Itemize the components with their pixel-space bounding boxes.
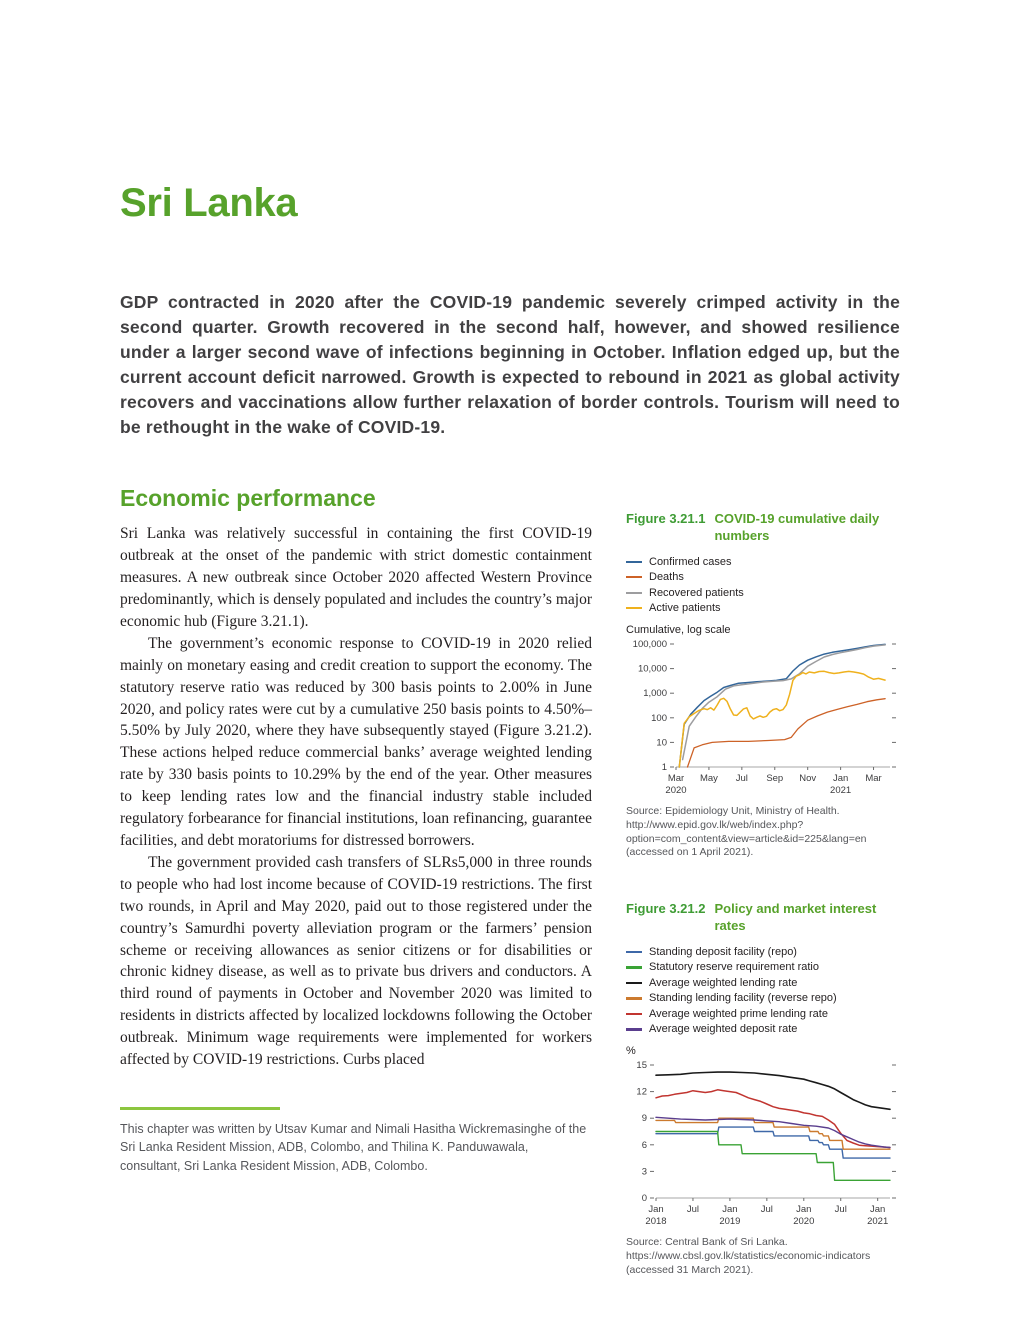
- svg-text:Jul: Jul: [686, 1204, 700, 1216]
- svg-text:1,000: 1,000: [643, 688, 667, 700]
- legend-line-swatch: [626, 561, 642, 563]
- figure-legend: [626, 944, 900, 1037]
- legend-line-swatch: [626, 982, 642, 984]
- legend-item: [626, 570, 900, 586]
- legend-label: Confirmed cases: [649, 555, 732, 568]
- axis-unit-label: %: [626, 1045, 636, 1058]
- svg-text:Jul: Jul: [760, 1204, 773, 1216]
- svg-text:Mar: Mar: [667, 773, 685, 784]
- body-paragraph-2: The government’s economic response to COVID-19 in 2020 relied mainly on monetary easing and credit creation to support the economy. The statutory reserve ratio was reduced by 300 basis points to 2.00% in June 2020, and policy rates were cut by a cumulative 250 basis points to 4.50%–5.50% by July 2020, where they have subsequently stayed (Figure 3.21.2). These actions helped reduce commercial banks’ average weighted lending rate by 330 basis points to 10.29% by the end of the year. Other measures to keep lending rates low and the financial industry stable included regulatory forbearance for financial institutions, loan refinancing, guarantee facilities, and debt moratoriums for distressed borrowers.: [120, 634, 592, 849]
- section-heading: Economic performance: [120, 485, 376, 511]
- axis-unit-label: Cumulative, log scale: [626, 624, 731, 636]
- svg-text:100: 100: [651, 712, 667, 724]
- text-column: [120, 486, 592, 1278]
- svg-text:Mar: Mar: [865, 773, 882, 784]
- legend-line-swatch: [626, 592, 642, 594]
- svg-text:9: 9: [641, 1113, 647, 1125]
- svg-text:0: 0: [641, 1193, 647, 1205]
- legend-item: [626, 554, 900, 570]
- svg-text:12: 12: [636, 1086, 647, 1098]
- svg-text:2019: 2019: [719, 1216, 741, 1228]
- legend-line-swatch: [626, 576, 642, 578]
- svg-text:100,000: 100,000: [632, 639, 667, 650]
- svg-text:2020: 2020: [793, 1216, 815, 1228]
- body-paragraph-1: Sri Lanka was relatively successful in containing the first COVID-19 outbreak at the onset of the pandemic with strict domestic containment measures. A new outbreak since October 2020 affected Western Province predominantly, which is densely populated and includes the country’s major economic hub (Figure 3.21.1).: [120, 525, 592, 630]
- svg-text:Jan: Jan: [722, 1204, 738, 1216]
- figure-covid-numbers: [626, 510, 900, 860]
- two-column-layout: [120, 486, 900, 1278]
- legend-label: Recovered patients: [649, 586, 744, 599]
- figure-header: [626, 900, 900, 934]
- legend-line-swatch: [626, 607, 642, 609]
- chapter-footnote: This chapter was written by Utsav Kumar and Nimali Hasitha Wickremasinghe of the Sri Lanka Resident Mission, ADB, Colombo, and Thilina K. Panduwawala, consultant, Sri Lanka Resident Mission, ADB, Colombo.: [120, 1121, 587, 1173]
- figure-title: COVID-19 cumulative daily numbers: [714, 511, 880, 543]
- legend-label: Average weighted lending rate: [649, 976, 798, 989]
- legend-label: Average weighted prime lending rate: [649, 1007, 828, 1020]
- svg-text:Sep: Sep: [766, 773, 784, 784]
- legend-item: [626, 960, 900, 976]
- svg-text:Jan: Jan: [796, 1204, 812, 1216]
- svg-text:2021: 2021: [830, 785, 852, 796]
- legend-item: [626, 944, 900, 960]
- legend-line-swatch: [626, 966, 642, 968]
- legend-item: [626, 585, 900, 601]
- legend-label: Deaths: [649, 571, 684, 584]
- figures-column: [626, 486, 900, 1278]
- legend-label: Standing deposit facility (repo): [649, 945, 797, 958]
- svg-text:2021: 2021: [867, 1216, 889, 1228]
- svg-text:10,000: 10,000: [637, 663, 667, 675]
- interest-rates-line-chart: [626, 1060, 900, 1228]
- svg-text:Jan: Jan: [832, 773, 849, 784]
- svg-text:2018: 2018: [645, 1216, 667, 1228]
- svg-text:Jul: Jul: [834, 1204, 847, 1216]
- figure-source: Source: Epidemiology Unit, Ministry of Health. http://www.epid.gov.lk/web/index.php?option=com_content&view=article&id=225&lang=en (accessed on 1 April 2021).: [626, 805, 867, 859]
- legend-item: [626, 1006, 900, 1022]
- legend-line-swatch: [626, 1028, 642, 1030]
- footnote-divider: [120, 1107, 280, 1110]
- legend-label: Average weighted deposit rate: [649, 1023, 798, 1036]
- figure-interest-rates: [626, 900, 900, 1277]
- legend-line-swatch: [626, 997, 642, 999]
- covid-line-chart: [626, 639, 900, 797]
- svg-text:3: 3: [641, 1166, 647, 1178]
- figure-title: Policy and market interest rates: [714, 901, 877, 934]
- svg-text:1: 1: [661, 762, 667, 773]
- figure-label: Figure 3.21.1: [626, 511, 706, 526]
- figure-legend: [626, 554, 900, 616]
- legend-label: Active patients: [649, 602, 721, 615]
- legend-line-swatch: [626, 951, 642, 953]
- legend-item: [626, 601, 900, 617]
- svg-text:6: 6: [641, 1139, 647, 1151]
- legend-line-swatch: [626, 1013, 642, 1015]
- legend-item: [626, 991, 900, 1007]
- svg-text:Jan: Jan: [870, 1204, 886, 1216]
- svg-text:15: 15: [636, 1060, 647, 1072]
- chapter-title: Sri Lanka: [120, 181, 298, 225]
- legend-item: [626, 975, 900, 991]
- svg-text:Nov: Nov: [799, 773, 817, 784]
- svg-text:2020: 2020: [665, 785, 687, 796]
- legend-label: Standing lending facility (reverse repo): [649, 992, 837, 1005]
- body-paragraph-3: The government provided cash transfers of SLRs5,000 in three rounds to people who had lost income because of COVID-19 restrictions. The first two rounds, in April and May 2020, paid out to those registered under the country’s Samurdhi poverty alleviation program or the farmers’ pension scheme or receiving allowances as senior citizens or for disabilities or chronic kidney disease, as well as to private bus drivers and conductors. A third round of payments in October and November 2020 was limited to residents in districts affected by localized lockdowns following the October outbreak. Minimum wage requirements were implemented for workers affected by COVID-19 restrictions. Curbs placed: [120, 853, 592, 1069]
- svg-text:10: 10: [656, 737, 667, 749]
- svg-text:Jul: Jul: [735, 773, 748, 784]
- svg-text:May: May: [699, 773, 718, 784]
- figure-source: Source: Central Bank of Sri Lanka. https://www.cbsl.gov.lk/statistics/economic-indicators (accessed 31 March 2021).: [626, 1236, 871, 1276]
- figure-label: Figure 3.21.2: [626, 901, 706, 917]
- legend-item: [626, 1022, 900, 1038]
- lead-paragraph: GDP contracted in 2020 after the COVID-19 pandemic severely crimped activity in the second quarter. Growth recovered in the second half, however, and showed resilience under a larger second wave of infections beginning in October. Inflation edged up, but the current account deficit narrowed. Growth is expected to rebound in 2021 as global activity recovers and vaccinations allow further relaxation of border controls. Tourism will need to be rethought in the wake of COVID-19.: [120, 292, 900, 437]
- svg-text:Jan: Jan: [648, 1204, 664, 1216]
- legend-label: Statutory reserve requirement ratio: [649, 961, 819, 974]
- figure-header: [626, 510, 900, 544]
